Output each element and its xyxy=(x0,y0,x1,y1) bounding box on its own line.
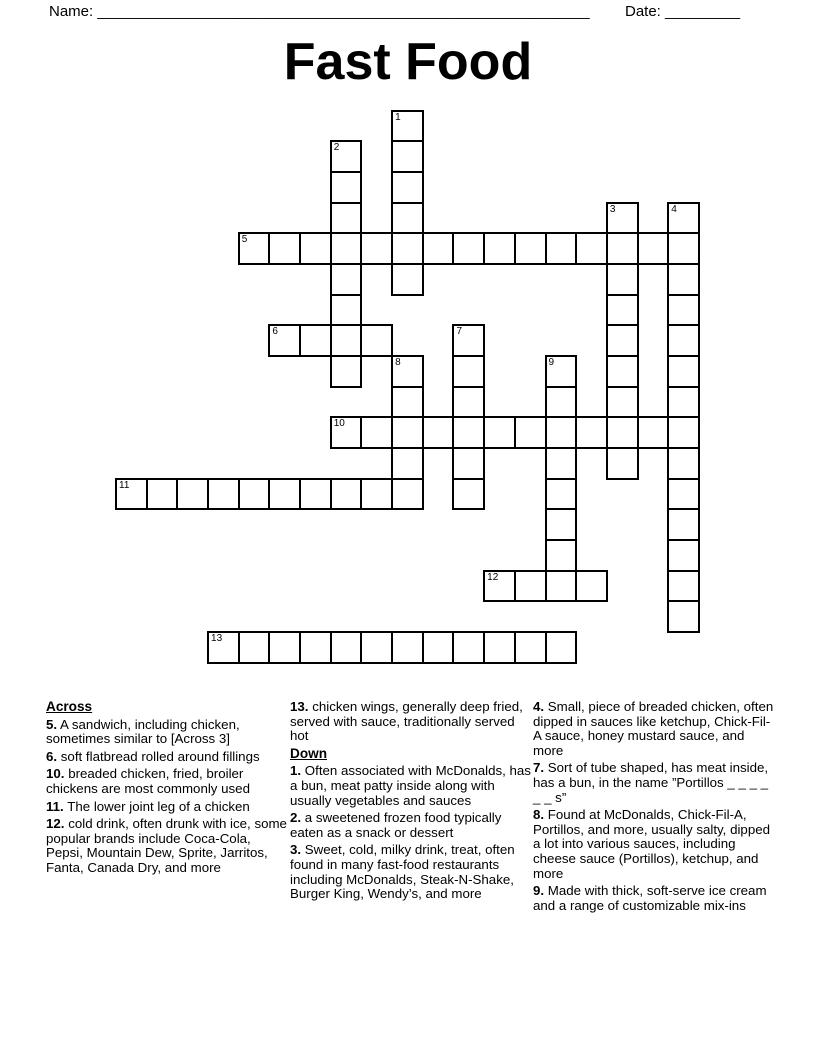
clue-number: 11. xyxy=(46,798,64,814)
grid-cell xyxy=(637,416,670,449)
grid-cell xyxy=(391,232,424,265)
grid-cell xyxy=(360,416,393,449)
grid-cell xyxy=(667,416,700,449)
grid-cell xyxy=(268,478,301,511)
clue-number: 3. xyxy=(290,842,302,858)
clue-number: 2. xyxy=(290,810,302,826)
clue-down-3: 3. Sweet, cold, milky drink, treat, often found in many fast-food restaurants including McDonalds, Steak-N-Shake, Burger King, Wendy’s, and more xyxy=(290,842,515,902)
grid-cell xyxy=(606,263,639,296)
grid-cell xyxy=(452,386,485,419)
across-clues-header: Across xyxy=(46,699,93,714)
cell-number: 13 xyxy=(211,633,223,645)
grid-cell xyxy=(545,539,578,572)
grid-cell xyxy=(545,508,578,541)
grid-cell xyxy=(268,631,301,664)
grid-cell xyxy=(452,324,485,357)
grid-cell xyxy=(667,202,700,235)
clue-number: 12. xyxy=(46,816,65,832)
clue-number: 10. xyxy=(46,766,65,782)
date-blank-line: _________ xyxy=(665,3,741,20)
cell-number: 11 xyxy=(119,479,130,491)
clue-number: 4. xyxy=(533,699,545,714)
grid-cell xyxy=(360,631,393,664)
grid-cell xyxy=(514,631,547,664)
grid-cell xyxy=(299,631,332,664)
grid-cell xyxy=(452,355,485,388)
grid-cell xyxy=(268,232,301,265)
grid-cell xyxy=(667,263,700,296)
grid-cell xyxy=(360,232,393,265)
cell-number: 1 xyxy=(395,111,401,123)
grid-cell xyxy=(514,570,547,603)
grid-cell xyxy=(637,232,670,265)
grid-cell xyxy=(330,171,363,204)
grid-cell xyxy=(606,386,639,419)
grid-cell xyxy=(667,447,700,480)
grid-cell xyxy=(360,324,393,357)
grid-cell xyxy=(391,478,424,511)
grid-cell xyxy=(545,631,578,664)
clue-down-1: 1. Often associated with McDonalds, has a bun, meat patty inside along with usually vegetables and sauces xyxy=(290,763,531,808)
grid-cell xyxy=(667,600,700,633)
grid-cell xyxy=(176,478,209,511)
grid-cell xyxy=(330,478,363,511)
grid-cell xyxy=(483,416,516,449)
name-label: Name: xyxy=(49,3,94,20)
grid-cell xyxy=(667,355,700,388)
grid-cell xyxy=(606,294,639,327)
clue-column-1 xyxy=(46,700,290,879)
grid-cell xyxy=(545,386,578,419)
grid-cell xyxy=(545,355,578,388)
grid-cell xyxy=(391,386,424,419)
clue-across-13: 13. chicken wings, generally deep fried, served with sauce, traditionally served hot xyxy=(290,699,523,744)
grid-cell xyxy=(299,232,332,265)
grid-cell xyxy=(667,508,700,541)
clue-number: 1. xyxy=(290,763,302,779)
grid-cell xyxy=(391,140,424,173)
clue-across-10: 10. breaded chicken, fried, broiler chickens are most commonly used xyxy=(46,766,250,796)
name-blank-line: ___________________________________________________________ xyxy=(97,3,590,20)
grid-cell xyxy=(667,324,700,357)
grid-cell xyxy=(330,355,363,388)
grid-cell xyxy=(514,232,547,265)
grid-cell xyxy=(330,416,363,449)
clue-down-2: 2. a sweetened frozen food typically eaten as a snack or dessert xyxy=(290,810,502,840)
grid-cell xyxy=(330,202,363,235)
clue-number: 9. xyxy=(533,883,545,899)
grid-cell xyxy=(667,478,700,511)
clue-down-4: 4. Small, piece of breaded chicken, often dipped in sauces like ketchup, Chick-Fil-A sauce, honey mustard sauce, and more xyxy=(533,699,774,758)
clue-number: 5. xyxy=(46,716,58,732)
clue-column-3 xyxy=(533,700,777,916)
grid-cell xyxy=(391,355,424,388)
clue-across-5: 5. A sandwich, including chicken, sometimes similar to [Across 3] xyxy=(46,716,240,747)
grid-cell xyxy=(238,232,271,265)
cell-number: 10 xyxy=(333,418,345,430)
grid-cell xyxy=(330,294,363,327)
cell-number: 6 xyxy=(272,326,278,338)
grid-cell xyxy=(146,478,179,511)
grid-cell xyxy=(545,447,578,480)
cell-number: 8 xyxy=(395,356,401,368)
clue-down-8: 8. Found at McDonalds, Chick-Fil-A, Portillos, and more, usually salty, dipped a lot into various sauces, including cheese sauce (Portillos), ketchup, and more xyxy=(533,807,770,881)
grid-cell xyxy=(545,232,578,265)
date-label: Date: xyxy=(625,3,661,20)
grid-cell xyxy=(330,263,363,296)
grid-cell xyxy=(422,232,455,265)
grid-cell xyxy=(667,539,700,572)
grid-cell xyxy=(606,416,639,449)
grid-cell xyxy=(545,416,578,449)
clue-number: 13. xyxy=(290,699,309,714)
cell-number: 12 xyxy=(487,571,499,583)
grid-cell xyxy=(483,232,516,265)
grid-cell xyxy=(238,478,271,511)
clue-across-11: 11. The lower joint leg of a chicken xyxy=(46,798,250,814)
grid-cell xyxy=(207,631,240,664)
grid-cell xyxy=(545,570,578,603)
clue-down-7: 7. Sort of tube shaped, has meat inside, has a bun, in the name ”Portillos _ _ _ _ _ _ s” xyxy=(533,760,769,805)
cell-number: 2 xyxy=(333,142,340,154)
grid-cell xyxy=(514,416,547,449)
grid-cell xyxy=(452,232,485,265)
grid-cell xyxy=(452,478,485,511)
grid-cell xyxy=(268,324,301,357)
grid-cell xyxy=(422,631,455,664)
grid-cell xyxy=(299,324,332,357)
grid-cell xyxy=(391,416,424,449)
grid-cell xyxy=(330,631,363,664)
grid-cell xyxy=(606,232,639,265)
grid-cell xyxy=(238,631,271,664)
grid-cell xyxy=(606,202,639,235)
down-clues-header: Down xyxy=(290,745,327,761)
grid-cell xyxy=(667,570,700,603)
grid-cell xyxy=(483,570,516,603)
grid-cell xyxy=(452,447,485,480)
grid-cell xyxy=(391,171,424,204)
cell-number: 4 xyxy=(671,203,677,215)
cell-number: 9 xyxy=(548,356,555,368)
clue-number: 6. xyxy=(46,748,58,764)
grid-cell xyxy=(422,416,455,449)
grid-cell xyxy=(483,631,516,664)
grid-cell xyxy=(667,294,700,327)
grid-cell xyxy=(452,416,485,449)
cell-number: 7 xyxy=(456,326,463,338)
clue-number: 7. xyxy=(533,760,545,776)
grid-cell xyxy=(330,232,363,265)
grid-cell xyxy=(207,478,240,511)
cell-number: 3 xyxy=(609,203,616,215)
grid-cell xyxy=(115,478,148,511)
grid-cell xyxy=(391,447,424,480)
grid-cell xyxy=(667,232,700,265)
cell-number: 5 xyxy=(241,234,248,246)
clue-column-2 xyxy=(290,700,534,905)
grid-cell xyxy=(606,355,639,388)
clue-down-9: 9. Made with thick, soft-serve ice cream and a range of customizable mix-ins xyxy=(533,883,767,913)
grid-cell xyxy=(575,570,608,603)
grid-cell xyxy=(575,232,608,265)
grid-cell xyxy=(360,478,393,511)
grid-cell xyxy=(391,263,424,296)
grid-cell xyxy=(606,447,639,480)
clue-number: 8. xyxy=(533,807,545,823)
grid-cell xyxy=(452,631,485,664)
clue-across-6: 6. soft flatbread rolled around fillings xyxy=(46,748,260,764)
grid-cell xyxy=(545,478,578,511)
grid-cell xyxy=(391,202,424,235)
puzzle-title: Fast Food xyxy=(283,33,533,91)
grid-cell xyxy=(330,324,363,357)
grid-cell xyxy=(606,324,639,357)
grid-cell xyxy=(391,631,424,664)
grid-cell xyxy=(299,478,332,511)
clue-across-12: 12. cold drink, often drunk with ice, some popular brands include Coca-Cola, Pepsi, Mountain Dew, Sprite, Jarritos, Fanta, Canada Dry, and more xyxy=(46,816,287,875)
grid-cell xyxy=(667,386,700,419)
grid-cell xyxy=(391,110,424,143)
grid-cell xyxy=(575,416,608,449)
grid-cell xyxy=(330,140,363,173)
